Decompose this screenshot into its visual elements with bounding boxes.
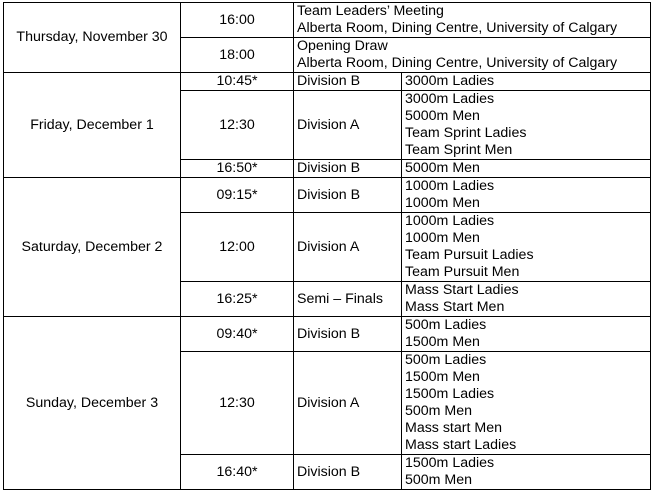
event-item: 1500m Men bbox=[405, 334, 480, 350]
event-item: 500m Ladies bbox=[405, 317, 487, 333]
event-item: Team Sprint Ladies bbox=[405, 125, 527, 141]
time-cell: 16:40* bbox=[181, 455, 294, 490]
division-cell: Division B bbox=[294, 178, 402, 213]
event-location: Alberta Room, Dining Centre, University of Calgary bbox=[297, 20, 618, 36]
event-item: 1000m Men bbox=[405, 195, 480, 211]
table-row bbox=[4, 73, 651, 91]
event-item: 500m Ladies bbox=[405, 352, 487, 368]
event-item: Team Pursuit Ladies bbox=[405, 247, 534, 263]
events-cell bbox=[402, 455, 651, 490]
event-location: Alberta Room, Dining Centre, University of Calgary bbox=[297, 55, 618, 71]
event-item: Mass start Men bbox=[405, 420, 502, 436]
day-cell: Friday, December 1 bbox=[4, 73, 181, 178]
events-cell bbox=[402, 282, 651, 317]
event-item: 1500m Ladies bbox=[405, 455, 495, 471]
event-item: 1000m Ladies bbox=[405, 178, 495, 194]
event-item: 500m Men bbox=[405, 472, 473, 488]
event-item: Mass start Ladies bbox=[405, 437, 517, 453]
event-item: 1500m Ladies bbox=[405, 386, 495, 402]
event-item: 1000m Men bbox=[405, 230, 480, 246]
event-item: 5000m Men bbox=[405, 108, 480, 124]
event-item: 3000m Ladies bbox=[405, 73, 495, 89]
division-cell: Division A bbox=[294, 213, 402, 282]
schedule-table bbox=[3, 2, 651, 490]
event-description-cell bbox=[294, 3, 651, 38]
table-row bbox=[4, 317, 651, 352]
events-cell bbox=[402, 91, 651, 160]
time-cell: 12:00 bbox=[181, 213, 294, 282]
table-row bbox=[4, 3, 651, 38]
events-cell bbox=[402, 160, 651, 178]
division-cell: Division A bbox=[294, 352, 402, 455]
day-cell: Thursday, November 30 bbox=[4, 3, 181, 73]
event-item: Mass Start Ladies bbox=[405, 282, 519, 298]
time-cell: 09:40* bbox=[181, 317, 294, 352]
time-cell: 12:30 bbox=[181, 91, 294, 160]
events-cell bbox=[402, 213, 651, 282]
event-item: 500m Men bbox=[405, 403, 473, 419]
time-cell: 10:45* bbox=[181, 73, 294, 91]
events-cell bbox=[402, 352, 651, 455]
time-cell: 16:50* bbox=[181, 160, 294, 178]
event-item: 1500m Men bbox=[405, 369, 480, 385]
division-cell: Division A bbox=[294, 91, 402, 160]
events-cell bbox=[402, 178, 651, 213]
time-cell: 18:00 bbox=[181, 38, 294, 73]
division-cell: Semi – Finals bbox=[294, 282, 402, 317]
time-cell: 16:25* bbox=[181, 282, 294, 317]
time-cell: 16:00 bbox=[181, 3, 294, 38]
table-row bbox=[4, 178, 651, 213]
events-cell bbox=[402, 73, 651, 91]
event-title: Team Leaders’ Meeting bbox=[297, 3, 444, 19]
day-cell: Sunday, December 3 bbox=[4, 317, 181, 490]
event-title: Opening Draw bbox=[297, 38, 388, 54]
event-item: Mass Start Men bbox=[405, 299, 505, 315]
event-item: 3000m Ladies bbox=[405, 91, 495, 107]
day-cell: Saturday, December 2 bbox=[4, 178, 181, 317]
event-item: 1000m Ladies bbox=[405, 213, 495, 229]
division-cell: Division B bbox=[294, 317, 402, 352]
division-cell: Division B bbox=[294, 73, 402, 91]
events-cell bbox=[402, 317, 651, 352]
time-cell: 12:30 bbox=[181, 352, 294, 455]
division-cell: Division B bbox=[294, 455, 402, 490]
event-item: 5000m Men bbox=[405, 160, 480, 176]
event-description-cell bbox=[294, 38, 651, 73]
division-cell: Division B bbox=[294, 160, 402, 178]
time-cell: 09:15* bbox=[181, 178, 294, 213]
event-item: Team Sprint Men bbox=[405, 142, 513, 158]
event-item: Team Pursuit Men bbox=[405, 264, 520, 280]
